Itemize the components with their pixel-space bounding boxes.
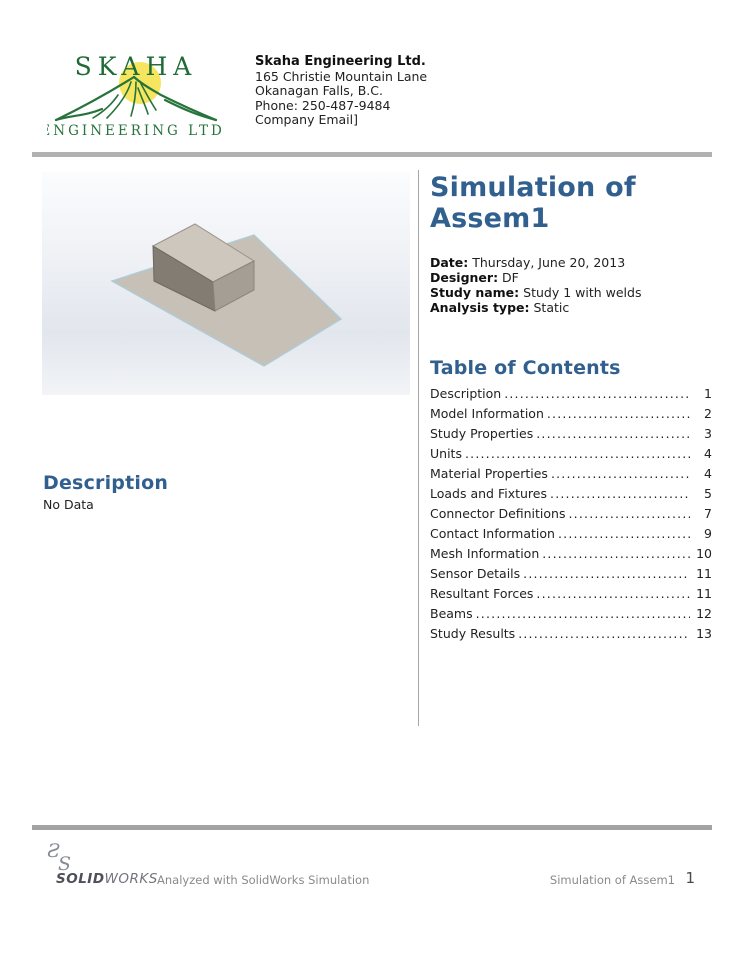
toc-row bbox=[430, 606, 712, 626]
toc-entry-page: 11 bbox=[696, 586, 712, 601]
toc-entry-label: Study Properties bbox=[430, 426, 534, 441]
toc-row bbox=[430, 626, 712, 646]
summary-column bbox=[430, 172, 712, 646]
header-divider bbox=[32, 152, 712, 157]
meta-label: Study name: bbox=[430, 285, 520, 300]
toc-row bbox=[430, 446, 712, 466]
toc-leader-dots bbox=[551, 466, 690, 481]
toc-leader-dots bbox=[523, 566, 690, 581]
model-preview bbox=[42, 172, 410, 395]
meta-row: Date: Thursday, June 20, 2013 bbox=[430, 255, 626, 270]
toc-entry-label: Model Information bbox=[430, 406, 544, 421]
meta-label: Date: bbox=[430, 255, 469, 270]
company-address-line2: Okanagan Falls, B.C. bbox=[255, 83, 383, 99]
toc-leader-dots bbox=[569, 506, 691, 521]
meta-row: Study name: Study 1 with welds bbox=[430, 285, 642, 300]
footer-page-number: 1 bbox=[685, 869, 695, 887]
description-section bbox=[43, 472, 383, 512]
toc-leader-dots bbox=[547, 406, 690, 421]
assembly-render-icon bbox=[42, 172, 410, 395]
report-title: Simulation of Assem1 bbox=[430, 172, 636, 234]
toc-leader-dots bbox=[518, 626, 690, 641]
footer-divider bbox=[32, 825, 712, 830]
toc-entry-page: 7 bbox=[704, 506, 712, 521]
toc-entry-label: Beams bbox=[430, 606, 473, 621]
svg-text:ENGINEERING LTD.: ENGINEERING LTD. bbox=[47, 123, 225, 139]
toc-entry-page: 4 bbox=[704, 466, 712, 481]
mountain-sun-icon bbox=[47, 46, 225, 142]
company-email: Company Email] bbox=[255, 112, 358, 128]
toc-entry-label: Material Properties bbox=[430, 466, 548, 481]
toc-entry-label: Mesh Information bbox=[430, 546, 540, 561]
skaha-logo bbox=[47, 46, 225, 142]
toc-row bbox=[430, 486, 712, 506]
toc-leader-dots bbox=[536, 426, 690, 441]
toc-row bbox=[430, 386, 712, 406]
toc-row bbox=[430, 406, 712, 426]
toc-entry-label: Description bbox=[430, 386, 502, 401]
solidworks-logo bbox=[56, 871, 158, 887]
toc-entry-label: Study Results bbox=[430, 626, 516, 641]
toc-entry-page: 10 bbox=[696, 546, 712, 561]
toc-entry-page: 5 bbox=[704, 486, 712, 501]
toc-section bbox=[430, 357, 712, 646]
description-body: No Data bbox=[43, 497, 94, 512]
meta-label: Analysis type: bbox=[430, 300, 530, 315]
toc-leader-dots bbox=[504, 386, 690, 401]
toc-entry-page: 12 bbox=[696, 606, 712, 621]
toc-entry-label: Loads and Fixtures bbox=[430, 486, 548, 501]
toc-entry-label: Resultant Forces bbox=[430, 586, 534, 601]
toc-entry-page: 1 bbox=[704, 386, 712, 401]
solidworks-logo-bold: SOLID bbox=[56, 871, 105, 887]
toc-entry-page: 2 bbox=[704, 406, 712, 421]
dassault-3ds-icon bbox=[44, 840, 82, 874]
toc-leader-dots bbox=[558, 526, 690, 541]
toc-row bbox=[430, 526, 712, 546]
toc-leader-dots bbox=[465, 446, 690, 461]
svg-text:S: S bbox=[58, 853, 72, 874]
toc-list bbox=[430, 386, 712, 646]
toc-row bbox=[430, 546, 712, 566]
meta-label: Designer: bbox=[430, 270, 499, 285]
company-name: Skaha Engineering Ltd. bbox=[255, 54, 426, 69]
toc-leader-dots bbox=[536, 586, 690, 601]
description-heading: Description bbox=[43, 472, 169, 494]
footer-doc-title: Simulation of Assem1 bbox=[549, 873, 675, 887]
toc-entry-page: 9 bbox=[704, 526, 712, 541]
toc-leader-dots bbox=[542, 546, 690, 561]
toc-entry-page: 11 bbox=[696, 566, 712, 581]
toc-heading: Table of Contents bbox=[430, 357, 621, 379]
toc-entry-page: 13 bbox=[696, 626, 712, 641]
toc-row bbox=[430, 586, 712, 606]
svg-text:SKAHA: SKAHA bbox=[74, 52, 198, 81]
toc-row bbox=[430, 426, 712, 446]
company-address-line1: 165 Christie Mountain Lane bbox=[255, 68, 428, 84]
column-divider bbox=[418, 170, 419, 726]
study-meta bbox=[430, 255, 712, 315]
toc-row bbox=[430, 506, 712, 526]
toc-row bbox=[430, 566, 712, 586]
toc-entry-label: Units bbox=[430, 446, 462, 461]
company-info bbox=[255, 55, 427, 128]
toc-entry-page: 4 bbox=[704, 446, 712, 461]
footer-tagline: Analyzed with SolidWorks Simulation bbox=[157, 873, 370, 887]
toc-entry-label: Sensor Details bbox=[430, 566, 521, 581]
toc-entry-page: 3 bbox=[704, 426, 712, 441]
toc-leader-dots bbox=[476, 606, 690, 621]
svg-text:Ƨ: Ƨ bbox=[47, 840, 61, 862]
company-phone: Phone: 250-487-9484 bbox=[255, 97, 391, 113]
toc-entry-label: Connector Definitions bbox=[430, 506, 566, 521]
toc-row bbox=[430, 466, 712, 486]
solidworks-logo-light: WORKS bbox=[104, 871, 158, 887]
meta-row: Analysis type: Static bbox=[430, 300, 570, 315]
toc-entry-label: Contact Information bbox=[430, 526, 555, 541]
meta-row: Designer: DF bbox=[430, 270, 519, 285]
toc-leader-dots bbox=[550, 486, 690, 501]
